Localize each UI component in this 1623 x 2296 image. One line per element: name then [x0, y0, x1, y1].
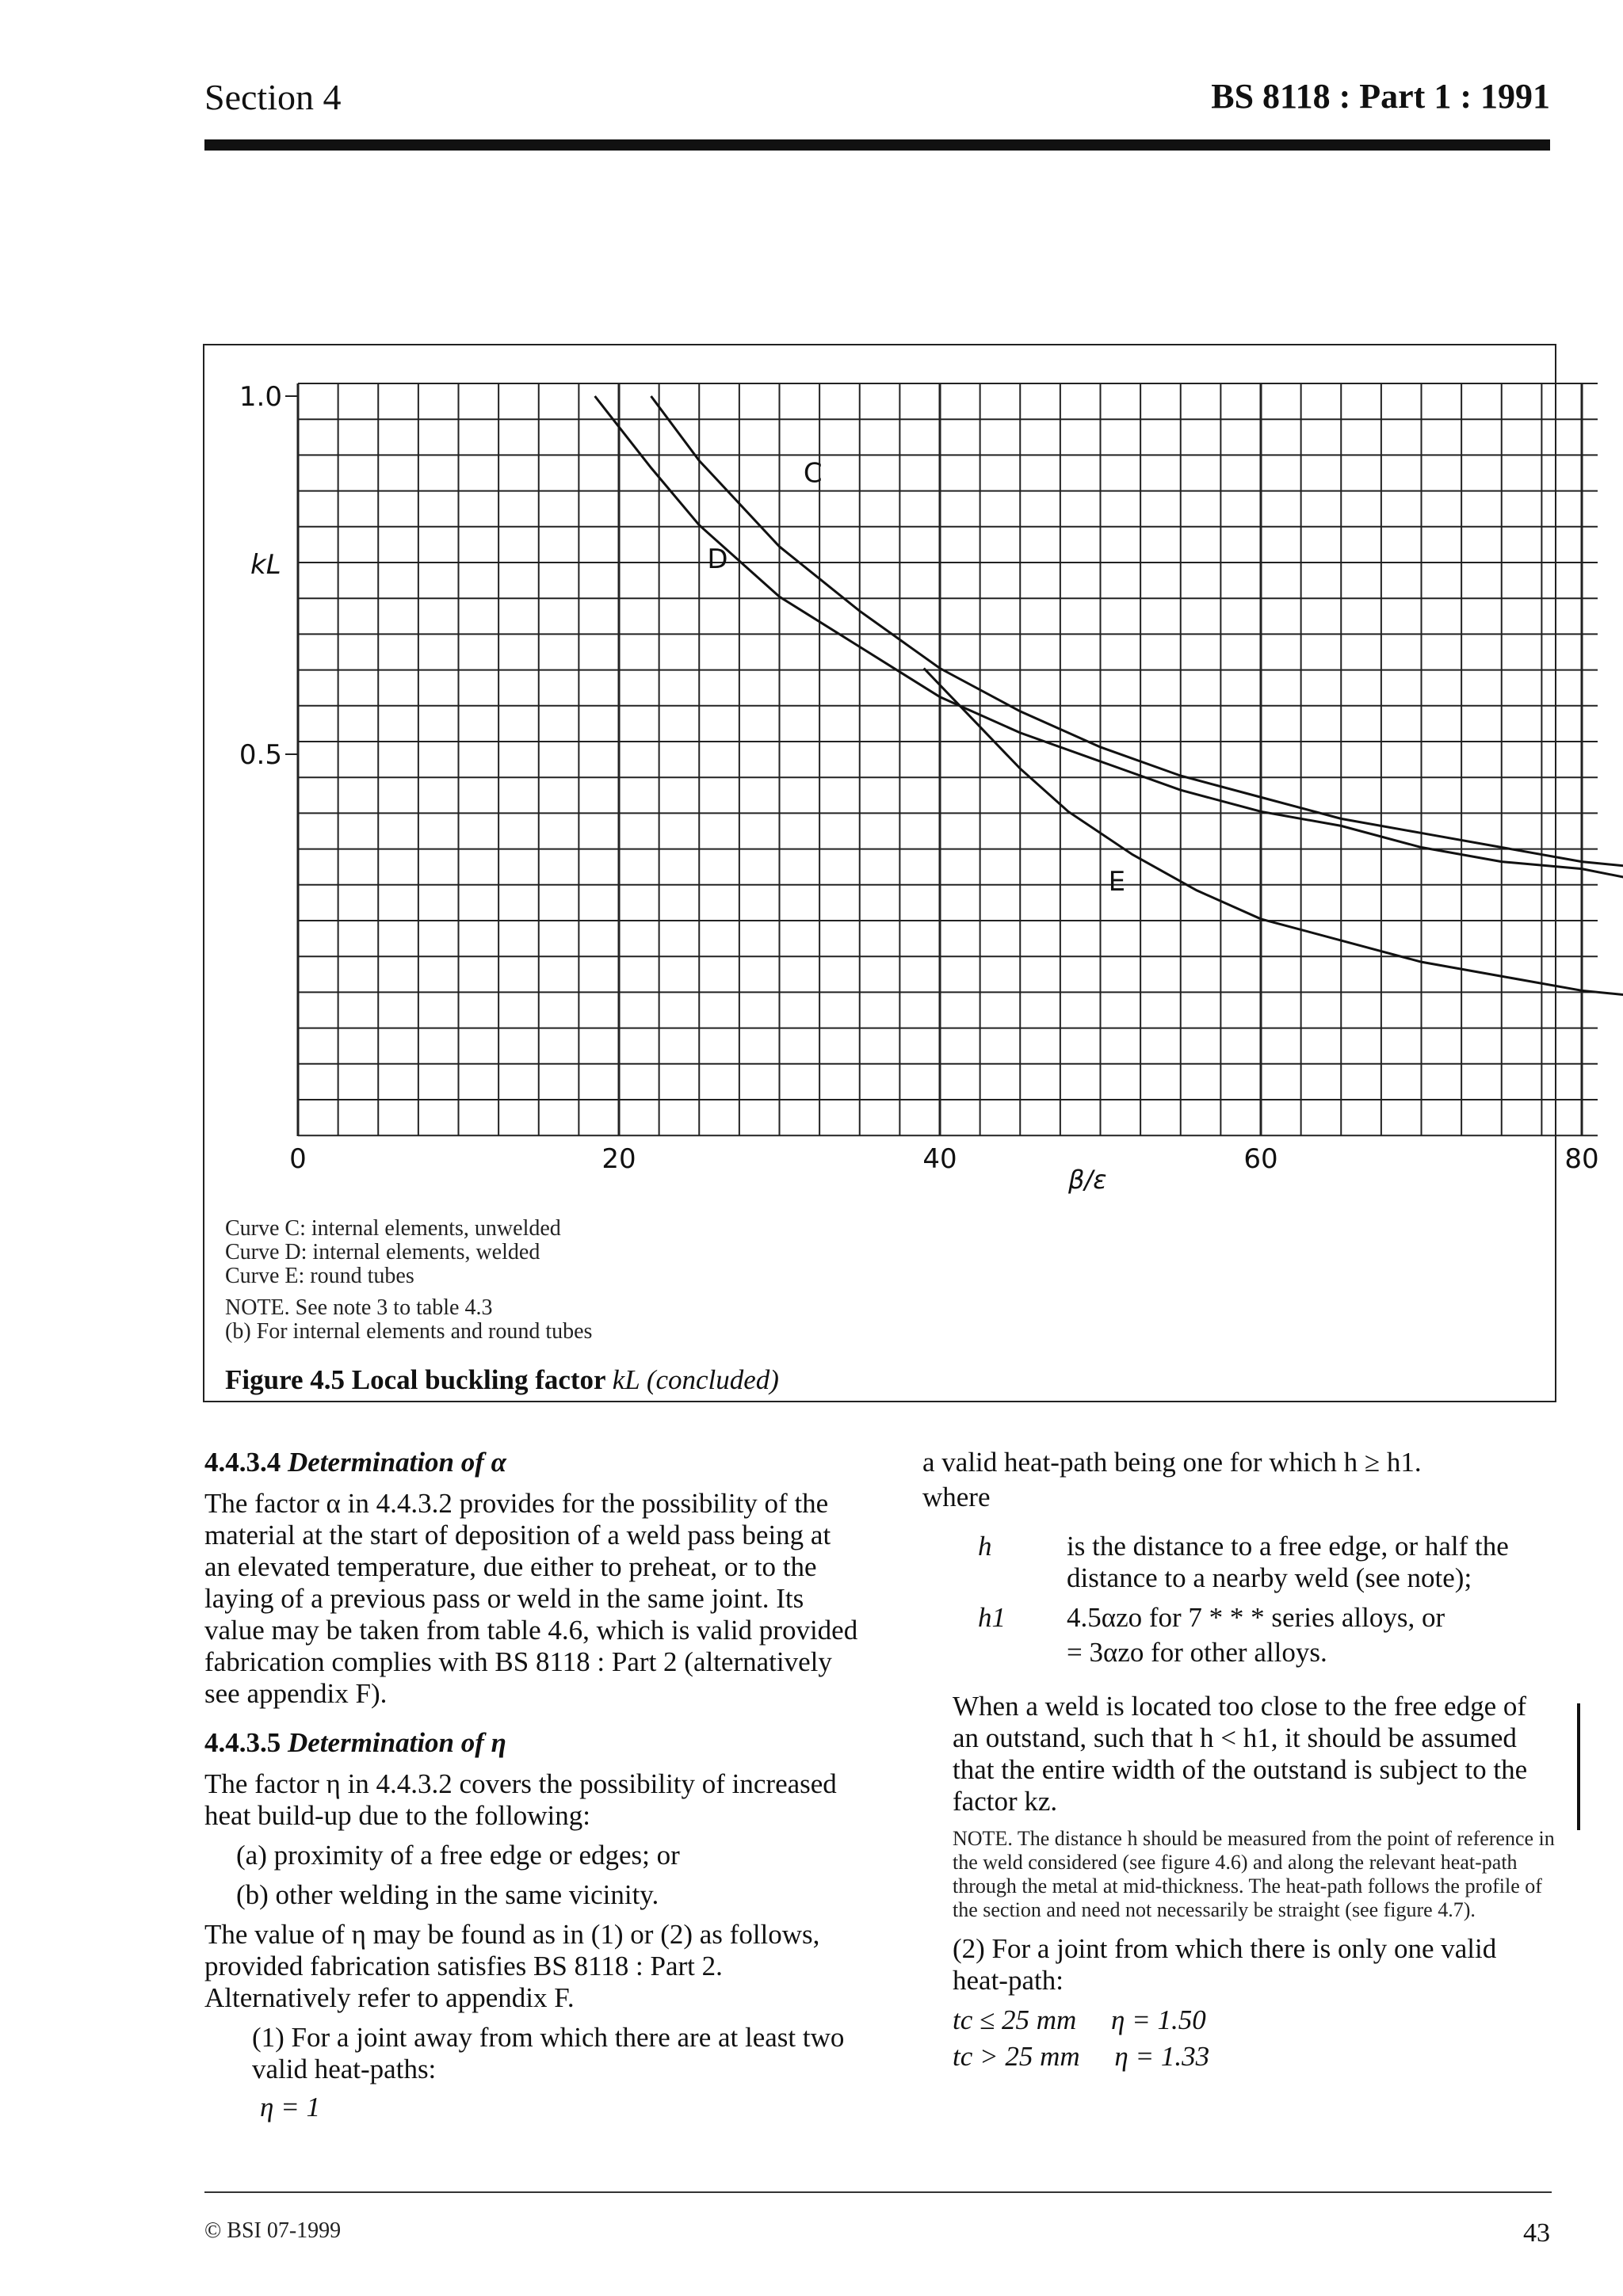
- legend-curve-c: Curve C: internal elements, unwelded: [225, 1216, 561, 1241]
- equation-eta-1: η = 1: [260, 2092, 320, 2122]
- footer-rule: [204, 2191, 1552, 2193]
- heading-alpha: [204, 1447, 862, 1478]
- definition-h: [922, 1531, 1556, 1594]
- caption-symbol: kL: [612, 1364, 640, 1395]
- chart-grid: [285, 383, 1598, 1136]
- chart-series: [595, 396, 1623, 997]
- right-column: [922, 1447, 1556, 2073]
- curve-label-D: D: [707, 543, 728, 575]
- ytick-label: 1.0: [239, 381, 282, 413]
- equation-eta-2a: tc ≤ 25 mm η = 1.50: [953, 2004, 1206, 2035]
- heading-alpha-number: 4.4.3.4: [204, 1447, 288, 1478]
- left-column: [204, 1447, 862, 2123]
- y-axis-label: kL: [250, 549, 281, 581]
- symbol-h1: h1: [978, 1602, 1006, 1633]
- outstand-paragraph: When a weld is located too close to the free edge of an outstand, such that h < h1, it should be assumed that the entire width of the outstand is subject to the factor kz.: [953, 1691, 1528, 1817]
- definition-h-text: is the distance to a free edge, or half the distance to a nearby weld (see note);: [1067, 1531, 1509, 1593]
- list-item-b: (b) other welding in the same vicinity.: [236, 1879, 659, 1910]
- buckling-chart: [203, 344, 1599, 1215]
- alpha-paragraph: The factor α in 4.4.3.2 provides for the possibility of the material at the start of deposition of a weld pass being at an elevated temperature, due either to preheat, or to the laying of a previous pass or weld in the same joint. Its value may be taken from table 4.6, which is valid provided fabrication complies with BS 8118 : Part 2 (alternatively see appendix F).: [204, 1488, 858, 1709]
- xtick-label: 40: [922, 1143, 957, 1175]
- xtick-label: 60: [1243, 1143, 1278, 1175]
- caption-concluded: (concluded): [640, 1364, 779, 1395]
- section-label: Section 4: [204, 77, 342, 117]
- curve-label-C: C: [803, 457, 823, 490]
- caption-main: Figure 4.5 Local buckling factor: [225, 1364, 613, 1395]
- equation-eta-2b: tc > 25 mm η = 1.33: [953, 2041, 1210, 2072]
- heading-eta-number: 4.4.3.5: [204, 1727, 288, 1758]
- legend-curve-e: Curve E: round tubes: [225, 1264, 414, 1288]
- curve-label-E: E: [1108, 865, 1126, 898]
- series-D: [595, 396, 1623, 883]
- x-axis-label: β/ε: [1068, 1165, 1107, 1195]
- heading-eta: [204, 1727, 862, 1759]
- symbol-h: h: [978, 1531, 992, 1562]
- heading-alpha-text: Determination of α: [288, 1447, 507, 1478]
- figure-legend: [225, 1217, 592, 1344]
- figure-note: NOTE. See note 3 to table 4.3: [225, 1295, 493, 1320]
- definition-h1: [922, 1602, 1556, 1634]
- copyright: © BSI 07-1999: [204, 2218, 342, 2243]
- where-label: where: [922, 1482, 991, 1512]
- xtick-label: 0: [289, 1143, 307, 1175]
- case-2: (2) For a joint from which there is only one valid heat-path:: [953, 1933, 1497, 1996]
- legend-curve-d: Curve D: internal elements, welded: [225, 1240, 540, 1264]
- revision-bar: [1577, 1703, 1580, 1830]
- series-E: [924, 669, 1623, 998]
- eta-value-paragraph: The value of η may be found as in (1) or (2) as follows, provided fabrication satisfies BS 8118 : Part 2. Alternatively refer to appendix F.: [204, 1919, 820, 2013]
- definition-h1-alt-text: = 3αzo for other alloys.: [1067, 1637, 1327, 1668]
- figure-caption: [225, 1364, 779, 1396]
- header-rule: [204, 139, 1550, 151]
- figure-subcaption: (b) For internal elements and round tubes: [225, 1319, 593, 1344]
- ytick-label: 0.5: [239, 739, 282, 771]
- case-1: (1) For a joint away from which there are at least two valid heat-paths:: [252, 2022, 845, 2084]
- xtick-label: 80: [1564, 1143, 1599, 1175]
- xtick-label: 20: [601, 1143, 636, 1175]
- heat-path-definition: a valid heat-path being one for which h ≥ h1.: [922, 1447, 1422, 1478]
- series-C: [651, 396, 1623, 869]
- eta-paragraph: The factor η in 4.4.3.2 covers the possibility of increased heat build-up due to the following:: [204, 1768, 837, 1831]
- standard-title: BS 8118 : Part 1 : 1991: [1211, 77, 1550, 116]
- heading-eta-text: Determination of η: [288, 1727, 506, 1758]
- chart-labels: [239, 381, 1599, 1195]
- page-number: 43: [1523, 2218, 1550, 2248]
- definition-h1-alt: [922, 1637, 1556, 1669]
- distance-note: NOTE. The distance h should be measured from the point of reference in the weld considered (see figure 4.6) and along the relevant heat-path through the metal at mid-thickness. The heat-path follows the profile of the section and need not necessarily be straight (see figure 4.7).: [953, 1827, 1555, 1921]
- list-item-a: (a) proximity of a free edge or edges; or: [236, 1840, 680, 1871]
- definition-h1-text: 4.5αzo for 7 * * * series alloys, or: [1067, 1602, 1445, 1633]
